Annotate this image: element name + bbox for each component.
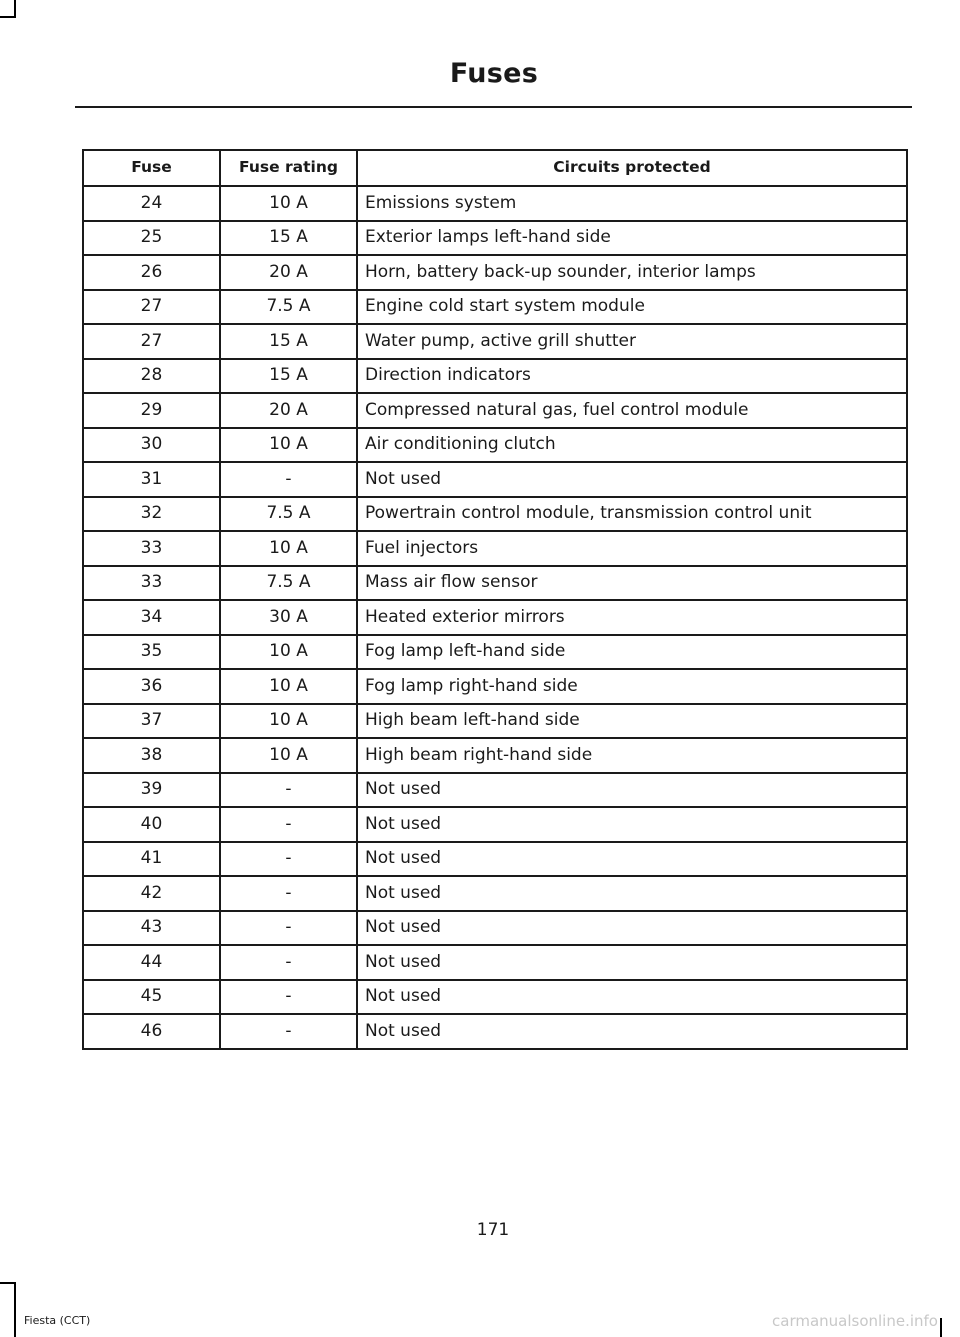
- table-row: [83, 773, 907, 808]
- crop-mark-bottom-left-h: [0, 1282, 16, 1284]
- fuse-number-cell: 24: [83, 186, 220, 221]
- circuit-cell: Not used: [357, 876, 907, 911]
- fuse-rating-cell: -: [220, 1014, 357, 1049]
- table-row: [83, 669, 907, 704]
- table-row: [83, 359, 907, 394]
- table-row: [83, 462, 907, 497]
- circuit-cell: High beam left-hand side: [357, 704, 907, 739]
- circuit-cell: Not used: [357, 842, 907, 877]
- fuse-rating-cell: 10 A: [220, 531, 357, 566]
- table-row: [83, 566, 907, 601]
- circuit-cell: Not used: [357, 773, 907, 808]
- fuse-rating-cell: -: [220, 876, 357, 911]
- fuse-number-cell: 26: [83, 255, 220, 290]
- fuse-number-cell: 34: [83, 600, 220, 635]
- fuse-number-cell: 27: [83, 324, 220, 359]
- fuse-rating-cell: 20 A: [220, 255, 357, 290]
- circuit-cell: Compressed natural gas, fuel control module: [357, 393, 907, 428]
- fuse-rating-cell: 10 A: [220, 669, 357, 704]
- table-row: [83, 635, 907, 670]
- fuse-rating-cell: -: [220, 807, 357, 842]
- fuse-rating-cell: -: [220, 980, 357, 1015]
- title-rule: [75, 106, 912, 108]
- fuse-number-cell: 28: [83, 359, 220, 394]
- fuse-rating-cell: 10 A: [220, 428, 357, 463]
- header-fuse-rating: Fuse rating: [220, 150, 357, 186]
- fuse-number-cell: 31: [83, 462, 220, 497]
- circuit-cell: Not used: [357, 462, 907, 497]
- fuse-rating-cell: 7.5 A: [220, 290, 357, 325]
- fuse-rating-cell: -: [220, 842, 357, 877]
- fuse-number-cell: 40: [83, 807, 220, 842]
- fuse-number-cell: 37: [83, 704, 220, 739]
- table-row: [83, 290, 907, 325]
- fuse-number-cell: 45: [83, 980, 220, 1015]
- header-circuits-protected: Circuits protected: [357, 150, 907, 186]
- circuit-cell: Engine cold start system module: [357, 290, 907, 325]
- circuit-cell: Heated exterior mirrors: [357, 600, 907, 635]
- circuit-cell: Exterior lamps left-hand side: [357, 221, 907, 256]
- fuse-rating-cell: 10 A: [220, 704, 357, 739]
- fuse-number-cell: 27: [83, 290, 220, 325]
- fuse-number-cell: 33: [83, 566, 220, 601]
- fuse-number-cell: 38: [83, 738, 220, 773]
- table-row: [83, 428, 907, 463]
- table-row: [83, 600, 907, 635]
- fuse-rating-cell: 30 A: [220, 600, 357, 635]
- table-row: [83, 531, 907, 566]
- watermark: carmanualsonline.info: [772, 1312, 938, 1330]
- table-row: [83, 186, 907, 221]
- fuse-rating-cell: -: [220, 911, 357, 946]
- circuit-cell: Horn, battery back-up sounder, interior lamps: [357, 255, 907, 290]
- table-row: [83, 255, 907, 290]
- table-row: [83, 221, 907, 256]
- fuse-rating-cell: -: [220, 462, 357, 497]
- table-row: [83, 980, 907, 1015]
- crop-mark-top-left-h: [0, 16, 16, 18]
- fuse-number-cell: 41: [83, 842, 220, 877]
- header-fuse: Fuse: [83, 150, 220, 186]
- fuse-rating-cell: 10 A: [220, 186, 357, 221]
- circuit-cell: Fog lamp right-hand side: [357, 669, 907, 704]
- fuse-rating-cell: -: [220, 945, 357, 980]
- fuse-number-cell: 33: [83, 531, 220, 566]
- circuit-cell: Powertrain control module, transmission control unit: [357, 497, 907, 532]
- page-number: 171: [476, 1220, 510, 1240]
- table-header-row: [83, 150, 907, 186]
- table-row: [83, 1014, 907, 1049]
- fuse-number-cell: 35: [83, 635, 220, 670]
- crop-mark-bottom-right-v: [940, 1318, 942, 1337]
- circuit-cell: Not used: [357, 945, 907, 980]
- table-row: [83, 497, 907, 532]
- circuit-cell: Emissions system: [357, 186, 907, 221]
- fuse-rating-cell: 15 A: [220, 359, 357, 394]
- circuit-cell: Water pump, active grill shutter: [357, 324, 907, 359]
- circuit-cell: Fog lamp left-hand side: [357, 635, 907, 670]
- crop-mark-bottom-left-v: [14, 1282, 16, 1337]
- fuse-number-cell: 43: [83, 911, 220, 946]
- page-title: Fuses: [449, 58, 539, 89]
- circuit-cell: Fuel injectors: [357, 531, 907, 566]
- circuit-cell: Not used: [357, 1014, 907, 1049]
- fuse-rating-cell: -: [220, 773, 357, 808]
- fuse-rating-cell: 10 A: [220, 738, 357, 773]
- fuse-number-cell: 42: [83, 876, 220, 911]
- fuse-number-cell: 30: [83, 428, 220, 463]
- fuse-rating-cell: 15 A: [220, 221, 357, 256]
- circuit-cell: Air conditioning clutch: [357, 428, 907, 463]
- fuse-number-cell: 32: [83, 497, 220, 532]
- fuse-rating-cell: 20 A: [220, 393, 357, 428]
- table-row: [83, 945, 907, 980]
- fuse-rating-cell: 15 A: [220, 324, 357, 359]
- table-body: [83, 186, 907, 1049]
- fuse-number-cell: 29: [83, 393, 220, 428]
- fuse-number-cell: 36: [83, 669, 220, 704]
- table-row: [83, 704, 907, 739]
- table-row: [83, 911, 907, 946]
- fuse-rating-cell: 7.5 A: [220, 497, 357, 532]
- fuse-number-cell: 25: [83, 221, 220, 256]
- table-row: [83, 738, 907, 773]
- table-row: [83, 324, 907, 359]
- circuit-cell: Mass air flow sensor: [357, 566, 907, 601]
- table-row: [83, 807, 907, 842]
- circuit-cell: Not used: [357, 980, 907, 1015]
- fuse-number-cell: 39: [83, 773, 220, 808]
- table-row: [83, 876, 907, 911]
- circuit-cell: Not used: [357, 807, 907, 842]
- fuse-number-cell: 46: [83, 1014, 220, 1049]
- fuse-rating-cell: 7.5 A: [220, 566, 357, 601]
- table-row: [83, 842, 907, 877]
- circuit-cell: Direction indicators: [357, 359, 907, 394]
- footer-label: Fiesta (CCT): [24, 1314, 91, 1327]
- fuse-number-cell: 44: [83, 945, 220, 980]
- fuse-table: [82, 149, 908, 1050]
- circuit-cell: High beam right-hand side: [357, 738, 907, 773]
- fuse-rating-cell: 10 A: [220, 635, 357, 670]
- table-row: [83, 393, 907, 428]
- circuit-cell: Not used: [357, 911, 907, 946]
